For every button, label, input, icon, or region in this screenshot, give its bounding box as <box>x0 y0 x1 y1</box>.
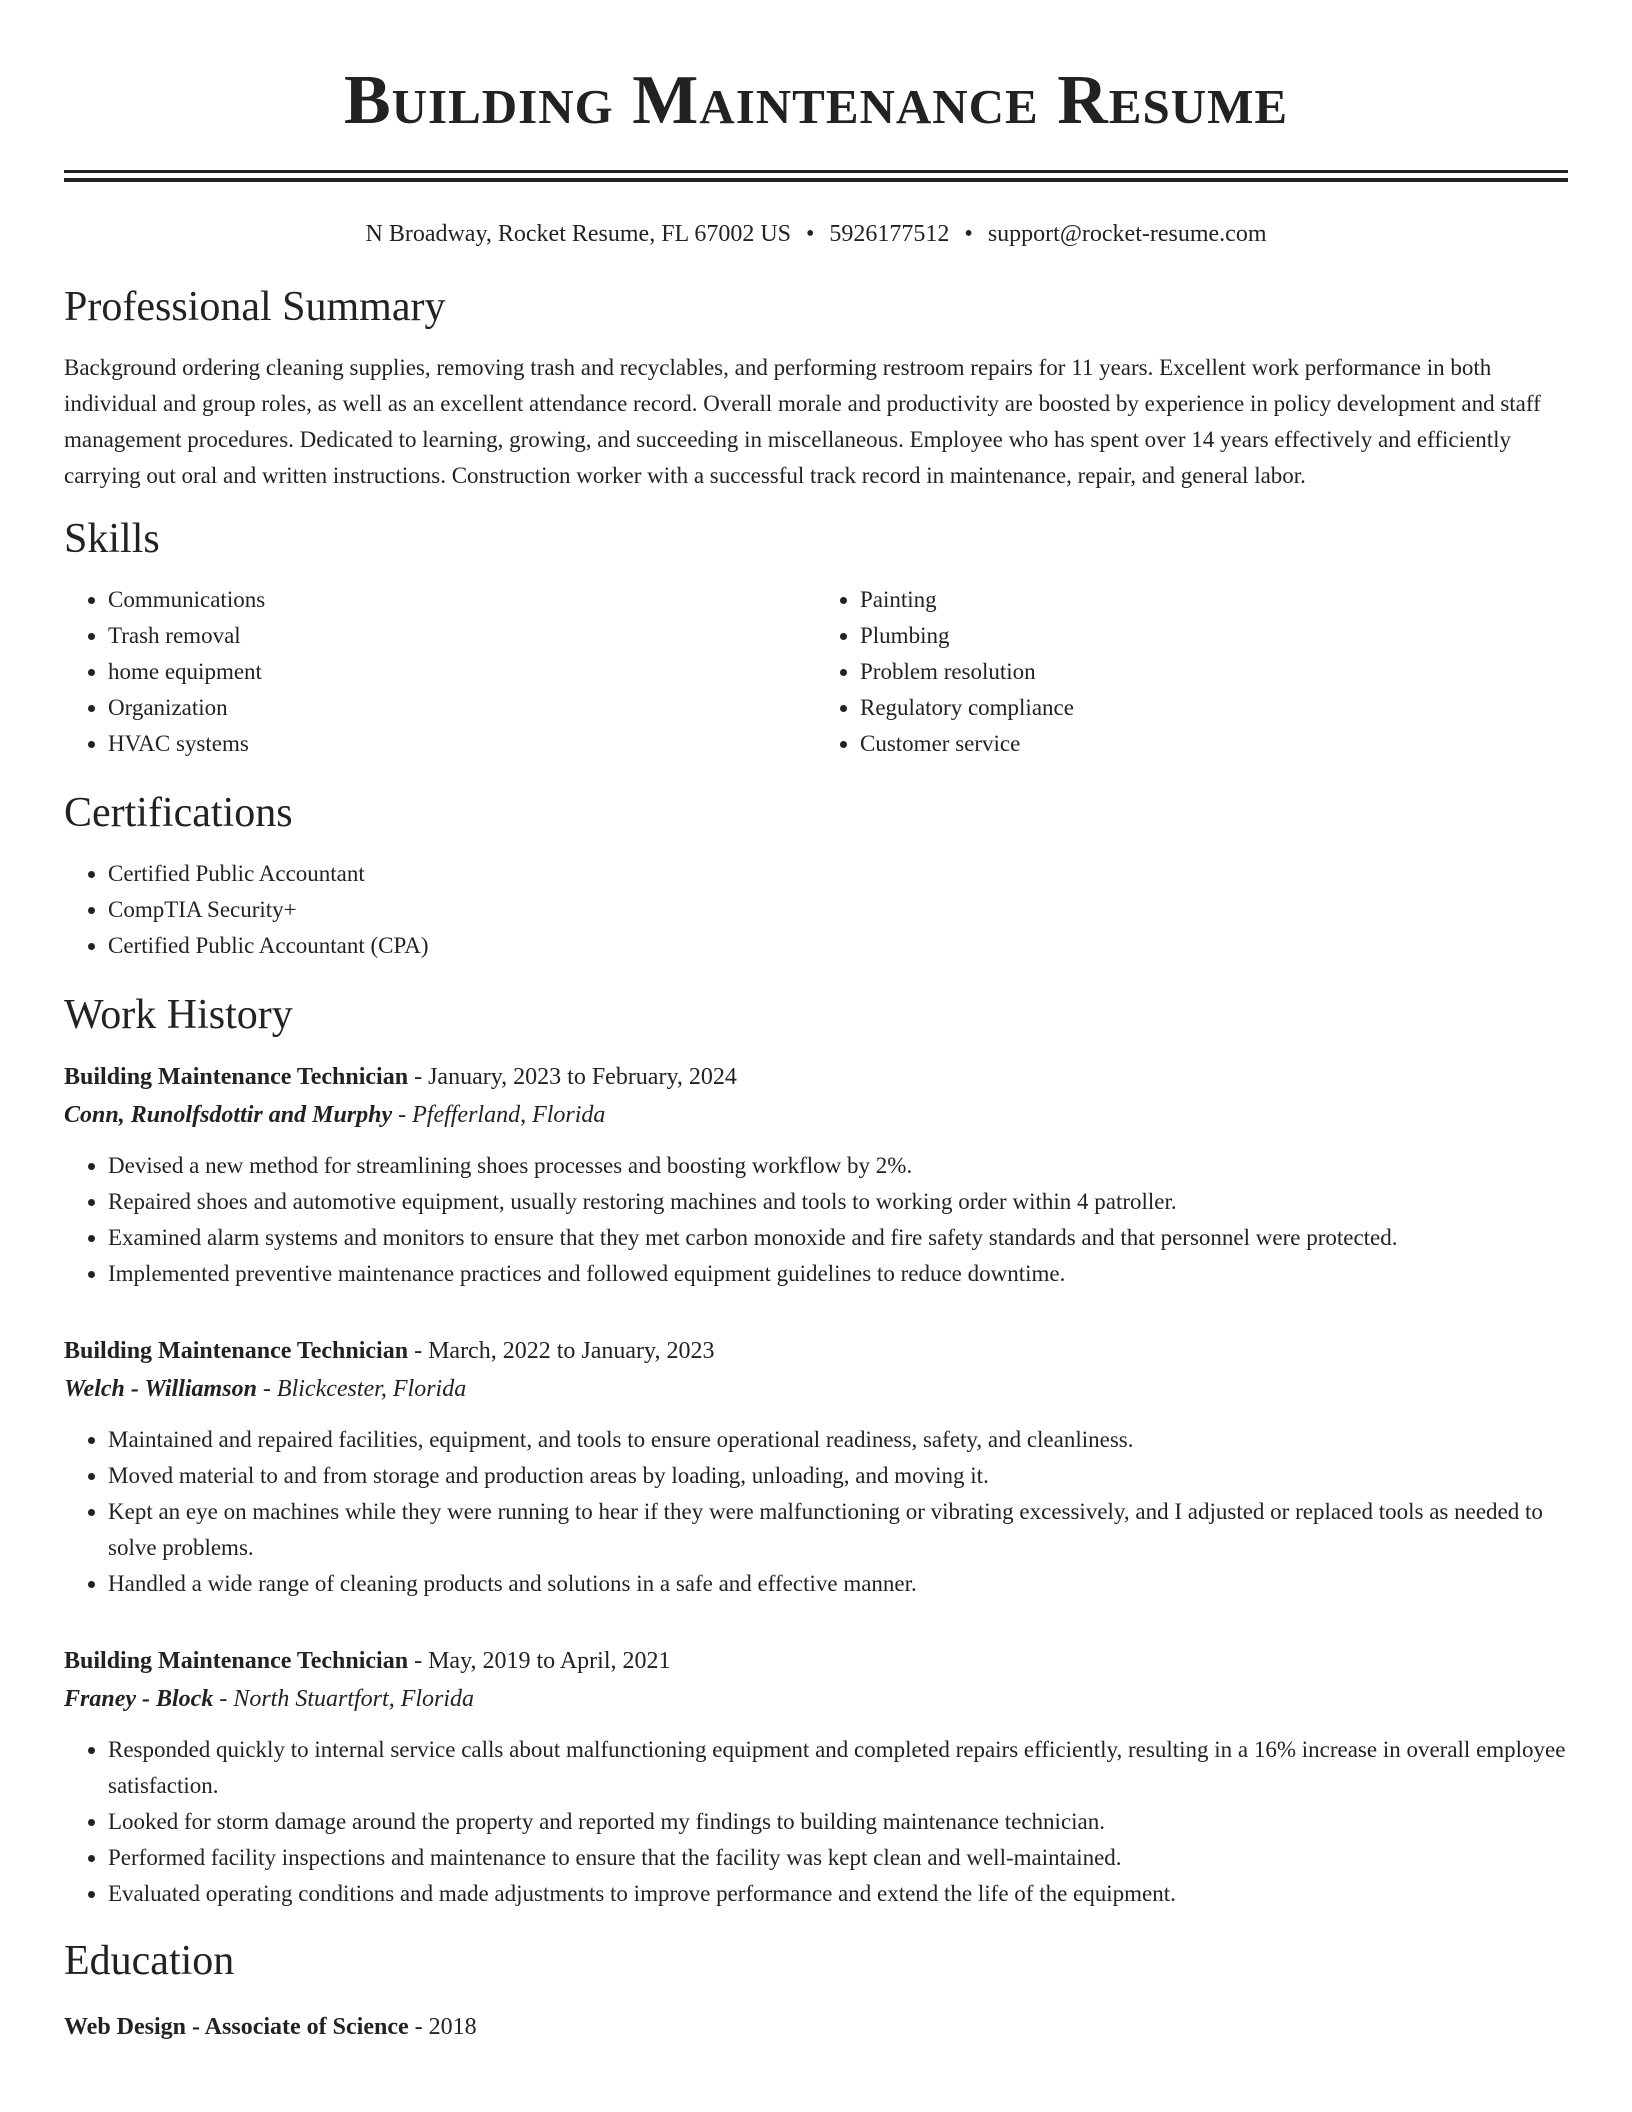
skill-item: • Plumbing <box>860 618 1568 654</box>
company-name: Franey - Block <box>64 1686 214 1712</box>
skills-list-right <box>816 582 1568 762</box>
job-bullet: • Evaluated operating conditions and made adjustments to improve performance and extend the life of the equipment. <box>108 1876 1568 1912</box>
job-entry <box>64 1058 1568 1292</box>
skill-item: • Problem resolution <box>860 654 1568 690</box>
skill-item: • home equipment <box>108 654 816 690</box>
skill-item: • Trash removal <box>108 618 816 654</box>
skills-columns <box>64 582 1568 762</box>
skill-item: • Customer service <box>860 726 1568 762</box>
job-title-line <box>64 1332 1568 1370</box>
skill-item: • Painting <box>860 582 1568 618</box>
certification-item: • CompTIA Security+ <box>108 892 1568 928</box>
company-name: Welch - Williamson <box>64 1376 257 1402</box>
job-bullet: • Performed facility inspections and maintenance to ensure that the facility was kept clean and well-maintained. <box>108 1840 1568 1876</box>
job-bullet: • Handled a wide range of cleaning products and solutions in a safe and effective manner. <box>108 1566 1568 1602</box>
skill-item: • Organization <box>108 690 816 726</box>
certifications-list <box>64 856 1568 964</box>
job-bullet: • Responded quickly to internal service calls about malfunctioning equipment and completed repairs efficiently, resulting in a 16% increase in overall employee satisfaction. <box>108 1732 1568 1804</box>
skill-item: • Regulatory compliance <box>860 690 1568 726</box>
certification-item: • Certified Public Accountant <box>108 856 1568 892</box>
job-bullet: • Maintained and repaired facilities, equipment, and tools to ensure operational readiness, safety, and cleanliness. <box>108 1422 1568 1458</box>
company-line <box>64 1680 1568 1718</box>
summary-section <box>64 282 1568 494</box>
summary-text: Background ordering cleaning supplies, removing trash and recyclables, and performing restroom repairs for 11 years. Excellent work performance in both individual and group roles, as well as an excellent attendance record. Overall morale and productivity are boosted by experience in policy development and staff management procedures. Dedicated to learning, growing, and succeeding in miscellaneous. Employee who has spent over 14 years effectively and efficiently carrying out oral and written instructions. Construction worker with a successful track record in maintenance, repair, and general labor. <box>64 355 1541 488</box>
education-year: - 2018 <box>408 2014 477 2040</box>
education-degree: Web Design - Associate of Science <box>64 2014 409 2040</box>
job-bullets <box>64 1732 1568 1912</box>
contact-separator: • <box>964 221 973 247</box>
company-line <box>64 1096 1568 1134</box>
contact-address: N Broadway, Rocket Resume, FL 67002 US <box>365 221 791 247</box>
skill-item: • Communications <box>108 582 816 618</box>
contact-line <box>64 218 1568 250</box>
job-title: Building Maintenance Technician <box>64 1064 409 1090</box>
job-dates: - May, 2019 to April, 2021 <box>408 1648 671 1674</box>
contact-separator: • <box>806 221 815 247</box>
job-bullet: • Looked for storm damage around the property and reported my findings to building maintenance technician. <box>108 1804 1568 1840</box>
company-location: - Pfefferland, Florida <box>392 1102 606 1128</box>
skills-list-left <box>64 582 816 762</box>
job-title: Building Maintenance Technician <box>64 1648 409 1674</box>
job-dates: - January, 2023 to February, 2024 <box>408 1064 737 1090</box>
company-location: - North Stuartfort, Florida <box>213 1686 475 1712</box>
work-history-heading: Work History <box>64 992 293 1038</box>
summary-heading: Professional Summary <box>64 284 446 330</box>
job-title: Building Maintenance Technician <box>64 1338 409 1364</box>
job-bullet: • Examined alarm systems and monitors to ensure that they met carbon monoxide and fire safety standards and that personnel were protected. <box>108 1220 1568 1256</box>
company-name: Conn, Runolfsdottir and Murphy <box>64 1102 393 1128</box>
certification-item: • Certified Public Accountant (CPA) <box>108 928 1568 964</box>
work-history-section <box>64 990 1568 1912</box>
skill-item: • HVAC systems <box>108 726 816 762</box>
job-entry <box>64 1642 1568 1912</box>
job-bullet: • Moved material to and from storage and production areas by loading, unloading, and moving it. <box>108 1458 1568 1494</box>
job-bullet: • Implemented preventive maintenance practices and followed equipment guidelines to reduce downtime. <box>108 1256 1568 1292</box>
education-section <box>64 1936 1568 2046</box>
education-heading: Education <box>64 1938 235 1984</box>
skills-section <box>64 514 1568 762</box>
certifications-heading: Certifications <box>64 790 293 836</box>
job-bullet: • Kept an eye on machines while they were running to hear if they were malfunctioning or vibrating excessively, and I adjusted or replaced tools as needed to solve problems. <box>108 1494 1568 1566</box>
job-bullets <box>64 1422 1568 1602</box>
job-entry <box>64 1332 1568 1602</box>
contact-phone: 5926177512 <box>829 221 950 247</box>
contact-email: support@rocket-resume.com <box>987 221 1267 247</box>
job-bullet: • Devised a new method for streamlining shoes processes and boosting workflow by 2%. <box>108 1148 1568 1184</box>
title-divider <box>64 170 1568 182</box>
education-entry <box>64 2008 1568 2046</box>
company-line <box>64 1370 1568 1408</box>
company-location: - Blickcester, Florida <box>256 1376 467 1402</box>
skills-heading: Skills <box>64 516 160 562</box>
job-title-line <box>64 1642 1568 1680</box>
job-title-line <box>64 1058 1568 1096</box>
job-bullets <box>64 1148 1568 1292</box>
job-dates: - March, 2022 to January, 2023 <box>408 1338 715 1364</box>
resume-title: Building Maintenance Resume <box>343 62 1289 139</box>
certifications-section <box>64 788 1568 964</box>
job-bullet: • Repaired shoes and automotive equipment, usually restoring machines and tools to working order within 4 patroller. <box>108 1184 1568 1220</box>
